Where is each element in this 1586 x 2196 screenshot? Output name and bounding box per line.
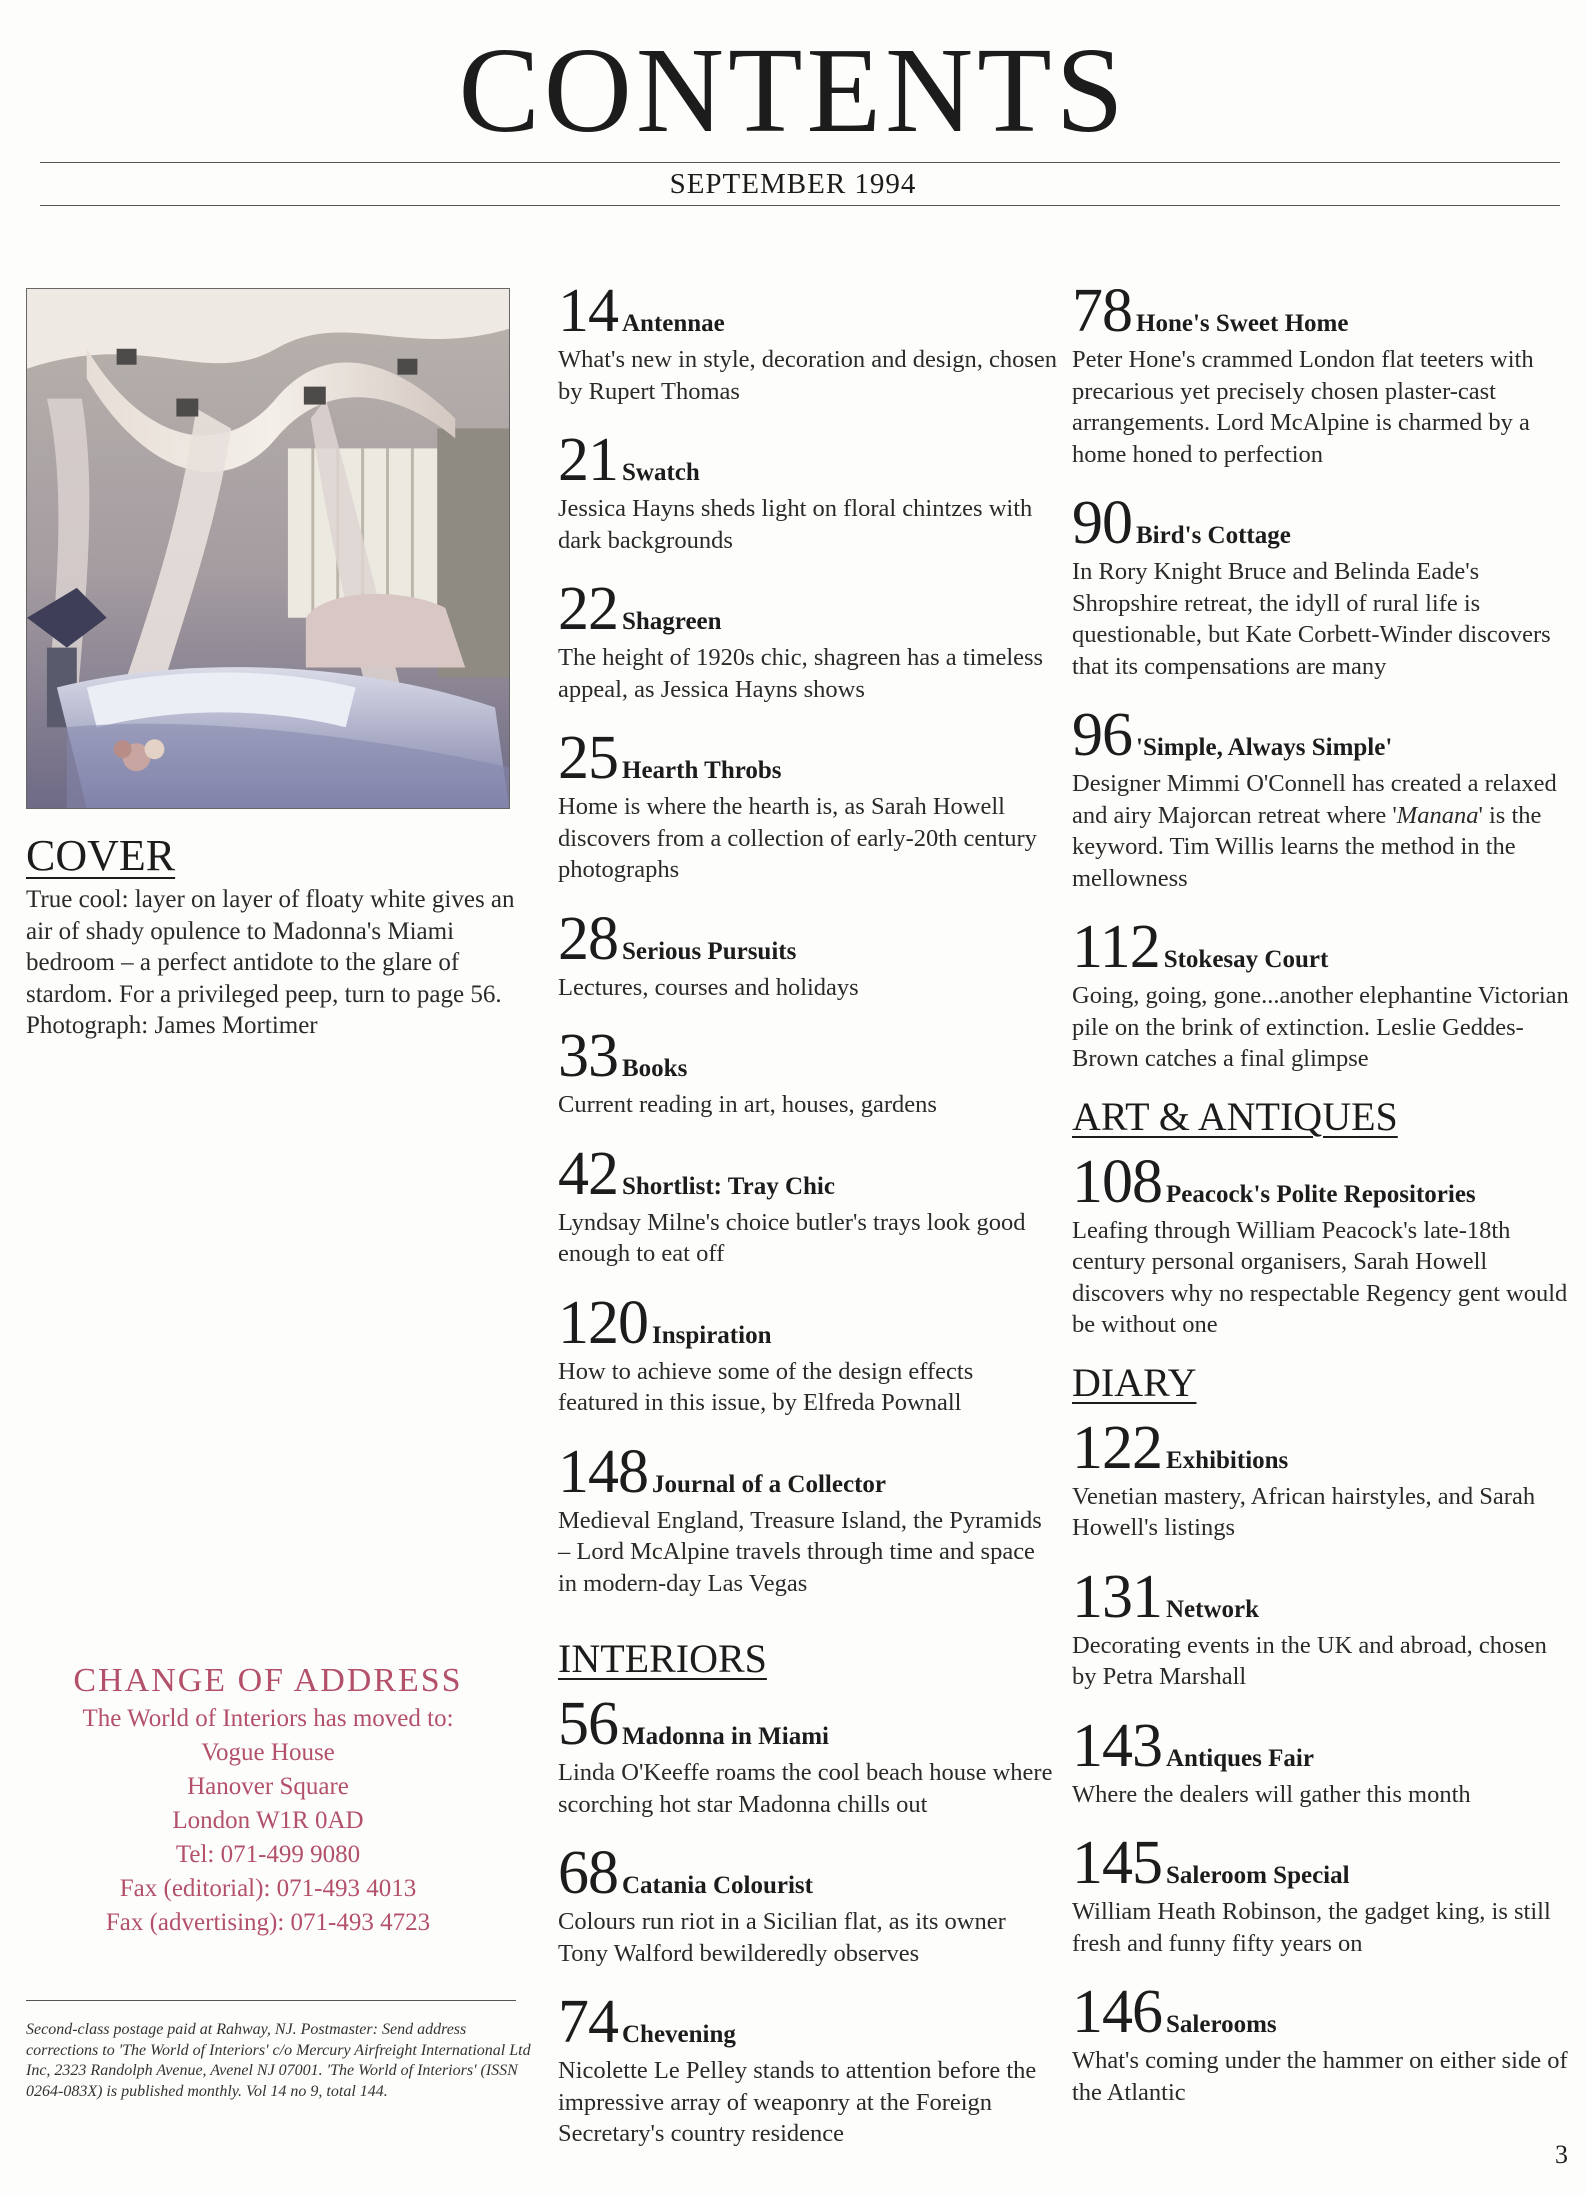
contents-entry[interactable] — [558, 904, 1058, 1004]
entry-description: What's new in style, decoration and design, chosen by Rupert Thomas — [558, 346, 1058, 405]
entry-description: Decorating events in the UK and abroad, chosen by Petra Marshall — [1072, 1631, 1547, 1690]
entry-page-number: 74 — [558, 1988, 618, 2056]
cover-heading: COVER — [26, 831, 176, 880]
contents-entry[interactable] — [1072, 913, 1572, 1075]
entry-description: Leafing through William Peacock's late-18th century personal organisers, Sarah Howell discovers why no respectable Regency gent would be without one — [1072, 1216, 1568, 1338]
header-rule-bottom — [40, 205, 1560, 206]
entry-title: Salerooms — [1166, 2011, 1277, 2038]
address-fax-editorial: Fax (editorial): 071-493 4013 — [119, 1875, 417, 1902]
contents-entry[interactable] — [1072, 1978, 1572, 2108]
entry-description: Jessica Hayns sheds light on floral chintzes with dark backgrounds — [558, 495, 1033, 554]
entry-page-number: 120 — [558, 1288, 648, 1357]
entry-page-number: 14 — [558, 277, 618, 345]
entry-description: Linda O'Keeffe roams the cool beach house where scorching hot star Madonna chills out — [558, 1759, 1053, 1818]
entry-title: Swatch — [622, 459, 700, 486]
contents-entry[interactable] — [558, 1139, 1058, 1270]
entry-page-number: 96 — [1072, 701, 1132, 769]
entry-title: Journal of a Collector — [652, 1470, 886, 1498]
entry-title: Bird's Cottage — [1136, 522, 1291, 549]
entry-title: Network — [1166, 1595, 1260, 1623]
section-heading-interiors: INTERIORS — [558, 1636, 767, 1681]
header-rule-top — [40, 162, 1560, 163]
entry-title: Catania Colourist — [622, 1872, 813, 1899]
address-line: The World of Interiors has moved to: — [82, 1705, 454, 1732]
page-number: 3 — [1555, 2140, 1568, 2169]
entry-description: In Rory Knight Bruce and Belinda Eade's Shropshire retreat, the idyll of rural life is questionable, but Kate Corbett-Winder discovers that its compensations are many — [1072, 558, 1551, 680]
entry-description-text: Designer Mimmi O'Connell has created a relaxed and airy Majorcan retreat where ' — [1072, 770, 1557, 829]
entry-page-number: 148 — [558, 1437, 648, 1506]
address-line: Vogue House — [201, 1739, 335, 1766]
contents-entry[interactable] — [558, 1988, 1058, 2150]
contents-entry[interactable] — [1072, 277, 1572, 470]
entry-page-number: 143 — [1072, 1711, 1162, 1780]
section-heading-art-antiques: ART & ANTIQUES — [1072, 1093, 1398, 1139]
entry-page-number: 68 — [558, 1839, 618, 1907]
entry-page-number: 146 — [1072, 1978, 1162, 2046]
cover-caption: True cool: layer on layer of floaty white gives an air of shady opulence to Madonna's Miami bedroom – a perfect antidote to the glare of stardom. For a privileged peep, turn to page 56. Photograph: James Mortimer — [26, 886, 515, 1039]
entry-description-italic: Manana — [1396, 801, 1479, 829]
entry-page-number: 56 — [558, 1690, 618, 1758]
contents-entry[interactable] — [1072, 1711, 1572, 1811]
contents-entry[interactable] — [558, 1288, 1058, 1419]
contents-entry[interactable] — [558, 426, 1058, 556]
postal-notice: Second-class postage paid at Rahway, NJ. Postmaster: Send address corrections to 'The World of Interiors' c/o Mercury Airfreight International Ltd Inc, 2323 Randolph Avenue, Avenel NJ 07001. 'The World of Interiors' (ISSN 0264-083X) is published monthly. Vol 14 no 9, total 144. — [26, 2021, 531, 2100]
entry-title: Antiques Fair — [1166, 1744, 1314, 1772]
change-of-address — [26, 1660, 510, 1940]
entry-description: Lectures, courses and holidays — [558, 973, 859, 1001]
contents-entry[interactable] — [558, 1437, 1058, 1600]
entry-title: Antennae — [622, 310, 725, 337]
contents-column-middle — [558, 277, 1058, 2172]
entry-description-text: ' is the keyword. Tim Willis learns the method in the mellowness — [1072, 801, 1542, 892]
cover-photo[interactable] — [26, 288, 510, 809]
entry-title: Stokesay Court — [1163, 946, 1329, 973]
entry-description: William Heath Robinson, the gadget king, is still fresh and funny fifty years on — [1072, 1898, 1551, 1957]
issue-date: SEPTEMBER 1994 — [669, 168, 917, 200]
entry-description: Medieval England, Treasure Island, the Pyramids – Lord McAlpine travels through time and space in modern-day Las Vegas — [558, 1506, 1042, 1597]
entry-description: Nicolette Le Pelley stands to attention before the impressive array of weaponry at the Foreign Secretary's country residence — [558, 2057, 1037, 2147]
entry-description: Venetian mastery, African hairstyles, and Sarah Howell's listings — [1072, 1482, 1536, 1541]
contents-entry[interactable] — [558, 1022, 1058, 1121]
entry-title: Madonna in Miami — [622, 1723, 829, 1750]
entry-title: Peacock's Polite Repositories — [1166, 1180, 1476, 1208]
entry-description: Lyndsay Milne's choice butler's trays look good enough to eat off — [558, 1208, 1026, 1267]
bedroom-photo-illustration — [27, 289, 509, 808]
entry-page-number: 22 — [558, 575, 618, 643]
entry-page-number: 28 — [558, 904, 618, 973]
contents-entry[interactable] — [558, 575, 1058, 705]
contents-entry[interactable] — [1072, 701, 1572, 894]
entry-description: How to achieve some of the design effects featured in this issue, by Elfreda Pownall — [558, 1357, 974, 1416]
entry-title: Hearth Throbs — [622, 757, 782, 784]
entry-description — [1072, 768, 1572, 894]
entry-title: Books — [622, 1055, 688, 1082]
entry-title: Chevening — [622, 2021, 736, 2048]
contents-entry[interactable] — [1072, 1829, 1572, 1959]
entry-title: Serious Pursuits — [622, 937, 797, 965]
contents-entry[interactable] — [558, 724, 1058, 886]
entry-title: Inspiration — [652, 1321, 772, 1349]
entry-description: Going, going, gone...another elephantine Victorian pile on the brink of extinction. Leslie Geddes-Brown catches a final glimpse — [1072, 982, 1569, 1072]
entry-page-number: 131 — [1072, 1562, 1162, 1631]
contents-entry[interactable] — [558, 1839, 1058, 1969]
entry-page-number: 33 — [558, 1022, 618, 1090]
entry-title: Shortlist: Tray Chic — [622, 1172, 835, 1200]
contents-entry[interactable] — [558, 1690, 1058, 1820]
section-heading-diary: DIARY — [1072, 1359, 1197, 1405]
entry-title: Shagreen — [622, 608, 722, 635]
contents-entry[interactable] — [1072, 1562, 1572, 1693]
entry-page-number: 90 — [1072, 489, 1132, 557]
entry-title: 'Simple, Always Simple' — [1136, 734, 1393, 761]
entry-description: Colours run riot in a Sicilian flat, as its owner Tony Walford bewilderedly observes — [558, 1908, 1006, 1967]
address-phone: Tel: 071-499 9080 — [175, 1841, 361, 1868]
entry-page-number: 122 — [1072, 1413, 1162, 1482]
contents-entry[interactable] — [558, 277, 1058, 407]
entry-page-number: 25 — [558, 724, 618, 792]
contents-column-right — [1072, 277, 1572, 2130]
entry-description: Peter Hone's crammed London flat teeters with precarious yet precisely chosen plaster-cast arrangements. Lord McAlpine is charmed by a home honed to perfection — [1072, 346, 1534, 468]
entry-page-number: 21 — [558, 426, 618, 494]
address-line: Hanover Square — [187, 1773, 349, 1800]
entry-title: Saleroom Special — [1166, 1862, 1350, 1889]
entry-description: The height of 1920s chic, shagreen has a timeless appeal, as Jessica Hayns shows — [558, 644, 1044, 703]
entry-page-number: 42 — [558, 1139, 618, 1208]
entry-description: Current reading in art, houses, gardens — [558, 1091, 937, 1118]
entry-title: Hone's Sweet Home — [1136, 310, 1349, 337]
contents-entry[interactable] — [1072, 489, 1572, 682]
entry-description: Home is where the hearth is, as Sarah Howell discovers from a collection of early-20th century photographs — [558, 793, 1037, 883]
postal-rule — [26, 2000, 516, 2001]
entry-description: What's coming under the hammer on either side of the Atlantic — [1072, 2047, 1568, 2106]
contents-entry[interactable] — [1072, 1147, 1572, 1341]
entry-page-number: 78 — [1072, 277, 1132, 345]
entry-page-number: 112 — [1072, 913, 1160, 981]
entry-title: Exhibitions — [1166, 1446, 1289, 1474]
entry-page-number: 145 — [1072, 1829, 1162, 1897]
contents-entry[interactable] — [1072, 1413, 1572, 1544]
change-of-address-title: CHANGE OF ADDRESS — [73, 1662, 463, 1699]
address-line: London W1R 0AD — [172, 1807, 364, 1834]
masthead-title: CONTENTS — [458, 23, 1128, 158]
entry-description: Where the dealers will gather this month — [1072, 1780, 1471, 1808]
entry-page-number: 108 — [1072, 1147, 1162, 1216]
address-fax-advertising: Fax (advertising): 071-493 4723 — [105, 1909, 431, 1936]
